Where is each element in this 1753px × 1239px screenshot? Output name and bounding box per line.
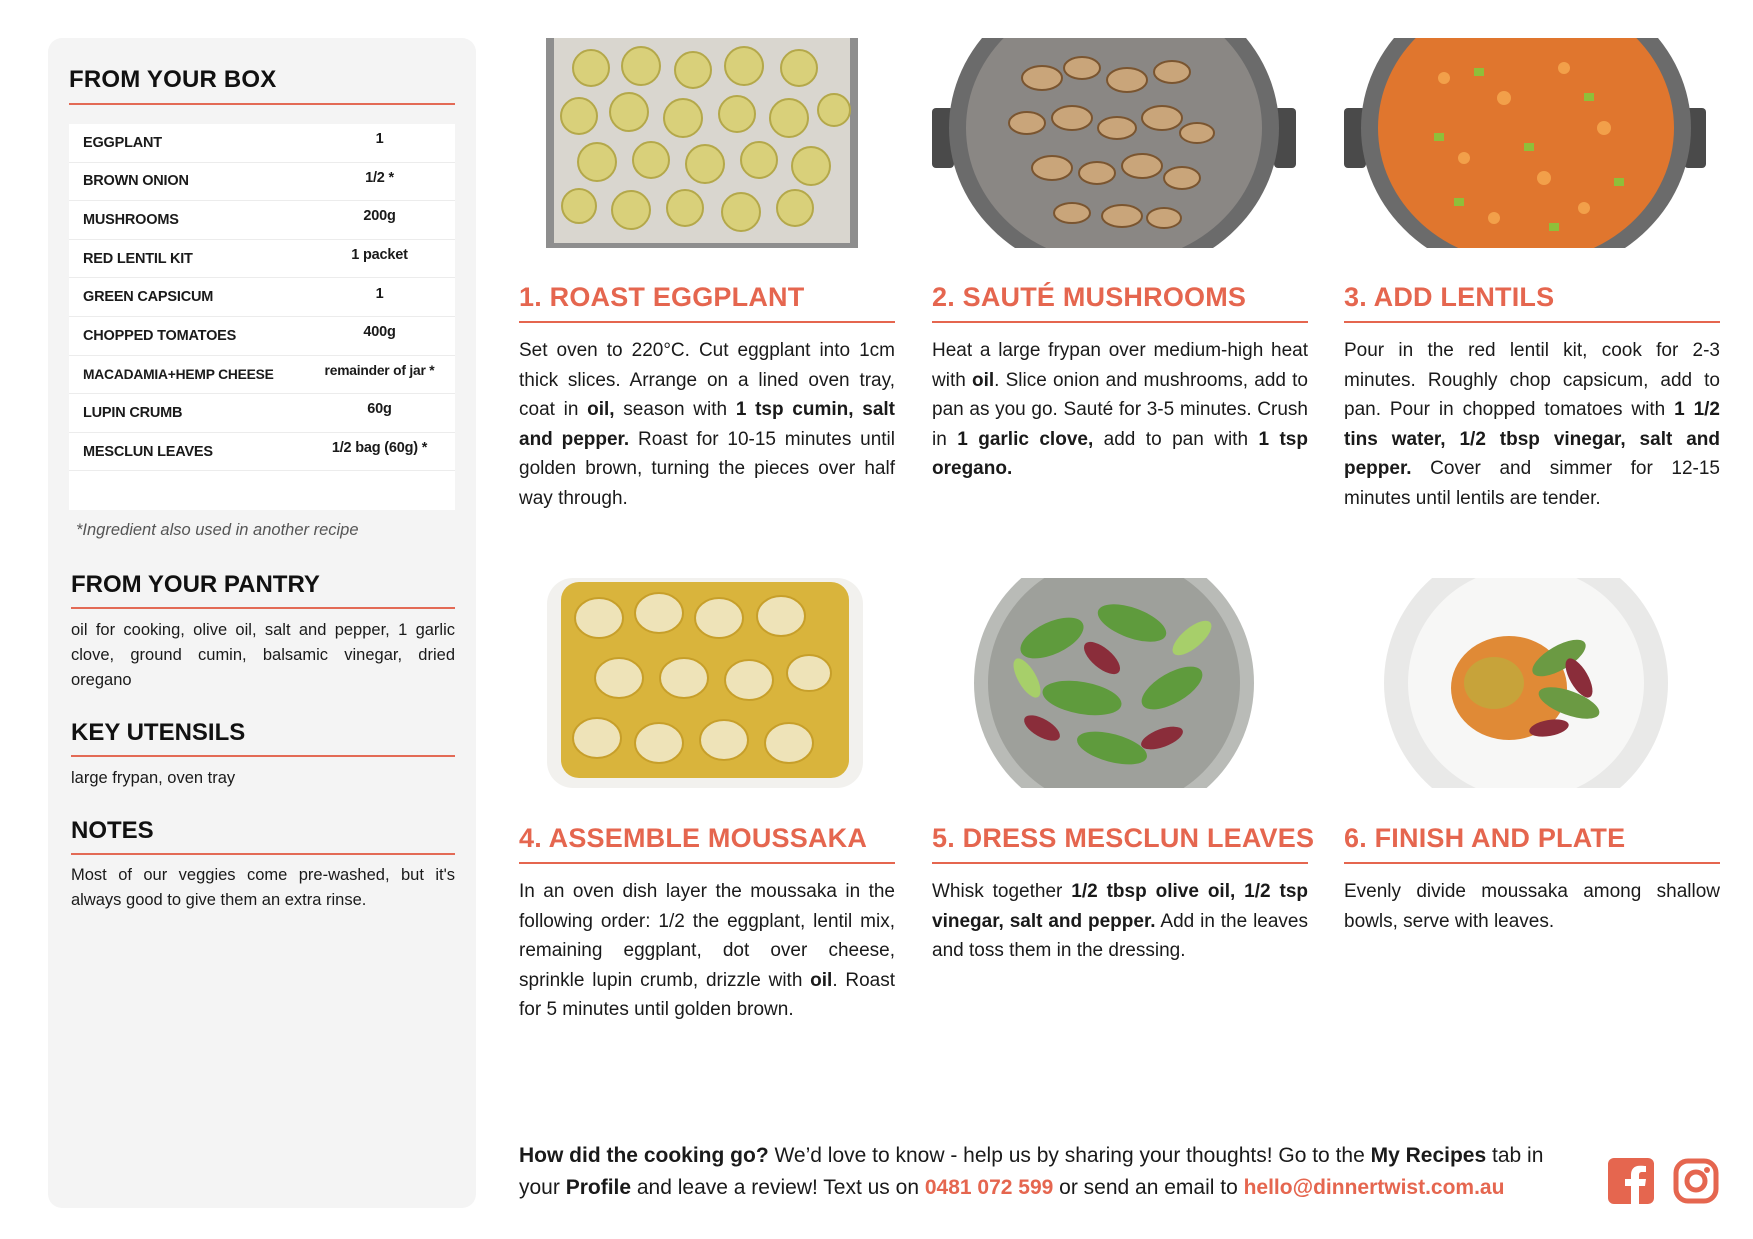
step-4-image bbox=[519, 578, 895, 788]
text-run: oil bbox=[971, 369, 995, 391]
text-run: My Recipes bbox=[1370, 1144, 1487, 1167]
text-run: 1/2 tbsp olive oil, 1/2 tsp vinegar, salt and pepper. bbox=[932, 881, 1308, 932]
text-run: Profile bbox=[565, 1175, 632, 1199]
text-run: oil, bbox=[587, 399, 615, 420]
ingredient-name: RED LENTIL KIT bbox=[83, 250, 193, 267]
ingredient-row bbox=[69, 124, 455, 163]
step-3-text bbox=[1344, 336, 1720, 513]
text-run: Pour in the red lentil kit, cook for 2-3 minutes. Roughly chop capsicum, add to pan. Pour in chopped tomatoes with bbox=[1344, 340, 1720, 420]
text-run: hello@dinnertwist.com.au bbox=[1243, 1175, 1505, 1199]
ingredient-row bbox=[69, 278, 455, 317]
ingredient-qty: 1 bbox=[375, 131, 384, 148]
ingredient-qty: 1/2 * bbox=[365, 169, 394, 186]
text-run: oil bbox=[810, 969, 833, 991]
ingredient-qty: 400g bbox=[363, 324, 396, 341]
instagram-icon[interactable] bbox=[1673, 1158, 1719, 1204]
text-run: tab in your bbox=[519, 1144, 1544, 1199]
facebook-icon[interactable] bbox=[1608, 1158, 1654, 1204]
step-5-title: 5. DRESS MESCLUN LEAVES bbox=[932, 823, 1308, 864]
box-title: FROM YOUR BOX bbox=[69, 66, 455, 105]
ingredient-row bbox=[69, 240, 455, 279]
pantry-title: FROM YOUR PANTRY bbox=[71, 571, 455, 609]
step-6-text bbox=[1344, 877, 1720, 936]
text-run: add to pan with bbox=[1093, 428, 1259, 450]
text-run: We’d love to know - help us by sharing your thoughts! Go to the bbox=[768, 1144, 1371, 1167]
text-run: Heat a large frypan over medium-high heat with bbox=[932, 340, 1308, 391]
ingredient-name: CHOPPED TOMATOES bbox=[83, 327, 237, 344]
ingredient-row bbox=[69, 317, 455, 356]
ingredient-row bbox=[69, 356, 455, 395]
text-run: 0481 072 599 bbox=[924, 1175, 1054, 1199]
step-1-image bbox=[519, 38, 895, 248]
pantry-text: oil for cooking, olive oil, salt and pepper, 1 garlic clove, ground cumin, balsamic vinegar, dried oregano bbox=[71, 621, 455, 689]
ingredient-qty: remainder of jar * bbox=[324, 363, 435, 379]
ingredient-name: GREEN CAPSICUM bbox=[83, 289, 214, 306]
text-run: 1 garlic clove, bbox=[957, 428, 1094, 450]
step-5-image bbox=[932, 578, 1308, 788]
text-run: Whisk together bbox=[932, 881, 1072, 902]
step-5-text bbox=[932, 877, 1308, 966]
text-run: and leave a review! Text us on bbox=[631, 1175, 925, 1199]
text-run: Roast for 10-15 minutes until golden brown, turning the pieces over half way through. bbox=[519, 428, 895, 509]
ingredients-sidebar bbox=[48, 38, 476, 1208]
ingredient-name: MACADAMIA+HEMP CHEESE bbox=[83, 366, 274, 382]
text-run: . Roast for 5 minutes until golden brown. bbox=[519, 969, 895, 1020]
text-run: season with bbox=[614, 399, 736, 420]
step-6-image bbox=[1344, 578, 1720, 788]
step-4-text bbox=[519, 877, 895, 1025]
ingredient-name: MUSHROOMS bbox=[83, 211, 179, 228]
ingredient-table bbox=[69, 124, 455, 510]
step-3-title: 3. ADD LENTILS bbox=[1344, 282, 1720, 323]
ingredient-row bbox=[69, 201, 455, 240]
text-run: Set oven to 220°C. Cut eggplant into 1cm thick slices. Arrange on a lined oven tray, coat in bbox=[519, 340, 895, 420]
feedback-footer bbox=[519, 1140, 1579, 1203]
ingredient-footnote: *Ingredient also used in another recipe bbox=[76, 521, 359, 539]
utensils-text: large frypan, oven tray bbox=[71, 769, 236, 787]
step-1-text bbox=[519, 336, 895, 513]
text-run: Cover and simmer for 12-15 minutes until lentils are tender. bbox=[1344, 458, 1720, 509]
ingredient-row bbox=[69, 433, 455, 472]
ingredient-row bbox=[69, 394, 455, 433]
ingredient-name: EGGPLANT bbox=[83, 134, 162, 151]
utensils-title: KEY UTENSILS bbox=[71, 719, 455, 757]
step-3-image bbox=[1344, 38, 1720, 248]
step-6-title: 6. FINISH AND PLATE bbox=[1344, 823, 1720, 864]
ingredient-qty: 200g bbox=[363, 208, 396, 225]
step-4-title: 4. ASSEMBLE MOUSSAKA bbox=[519, 823, 895, 864]
notes-text: Most of our veggies come pre-washed, but it's always good to give them an extra rinse. bbox=[71, 866, 455, 909]
ingredient-qty: 1/2 bag (60g) * bbox=[331, 440, 428, 457]
text-run: Evenly divide moussaka among shallow bowls, serve with leaves. bbox=[1344, 881, 1720, 932]
ingredient-qty: 1 bbox=[375, 285, 384, 302]
ingredient-name: LUPIN CRUMB bbox=[83, 404, 183, 421]
text-run: or send an email to bbox=[1053, 1175, 1244, 1199]
text-run: . Slice onion and mushrooms, add to pan as you go. Sauté for 3-5 minutes. Crush in bbox=[932, 369, 1308, 450]
text-run: In an oven dish layer the moussaka in the following order: 1/2 the eggplant, lentil mix, remaining eggplant, dot over cheese, sprinkle lupin crumb, drizzle with bbox=[519, 881, 895, 991]
step-1-title: 1. ROAST EGGPLANT bbox=[519, 282, 895, 323]
ingredient-row bbox=[69, 163, 455, 202]
ingredient-name: BROWN ONION bbox=[83, 173, 189, 190]
ingredient-qty: 60g bbox=[367, 401, 392, 418]
text-run: 1 1/2 tins water, 1/2 tbsp vinegar, salt and pepper. bbox=[1344, 399, 1720, 479]
text-run: 1 tsp oregano. bbox=[932, 428, 1308, 479]
ingredient-name: MESCLUN LEAVES bbox=[83, 443, 213, 460]
notes-title: NOTES bbox=[71, 817, 455, 855]
text-run: Add in the leaves and toss them in the dressing. bbox=[932, 910, 1309, 961]
text-run: 1 tsp cumin, salt and pepper. bbox=[519, 399, 895, 450]
step-2-text bbox=[932, 336, 1308, 484]
ingredient-qty: 1 packet bbox=[351, 247, 408, 264]
text-run: How did the cooking go? bbox=[519, 1144, 769, 1167]
step-2-title: 2. SAUTÉ MUSHROOMS bbox=[932, 282, 1308, 323]
step-2-image bbox=[932, 38, 1308, 248]
